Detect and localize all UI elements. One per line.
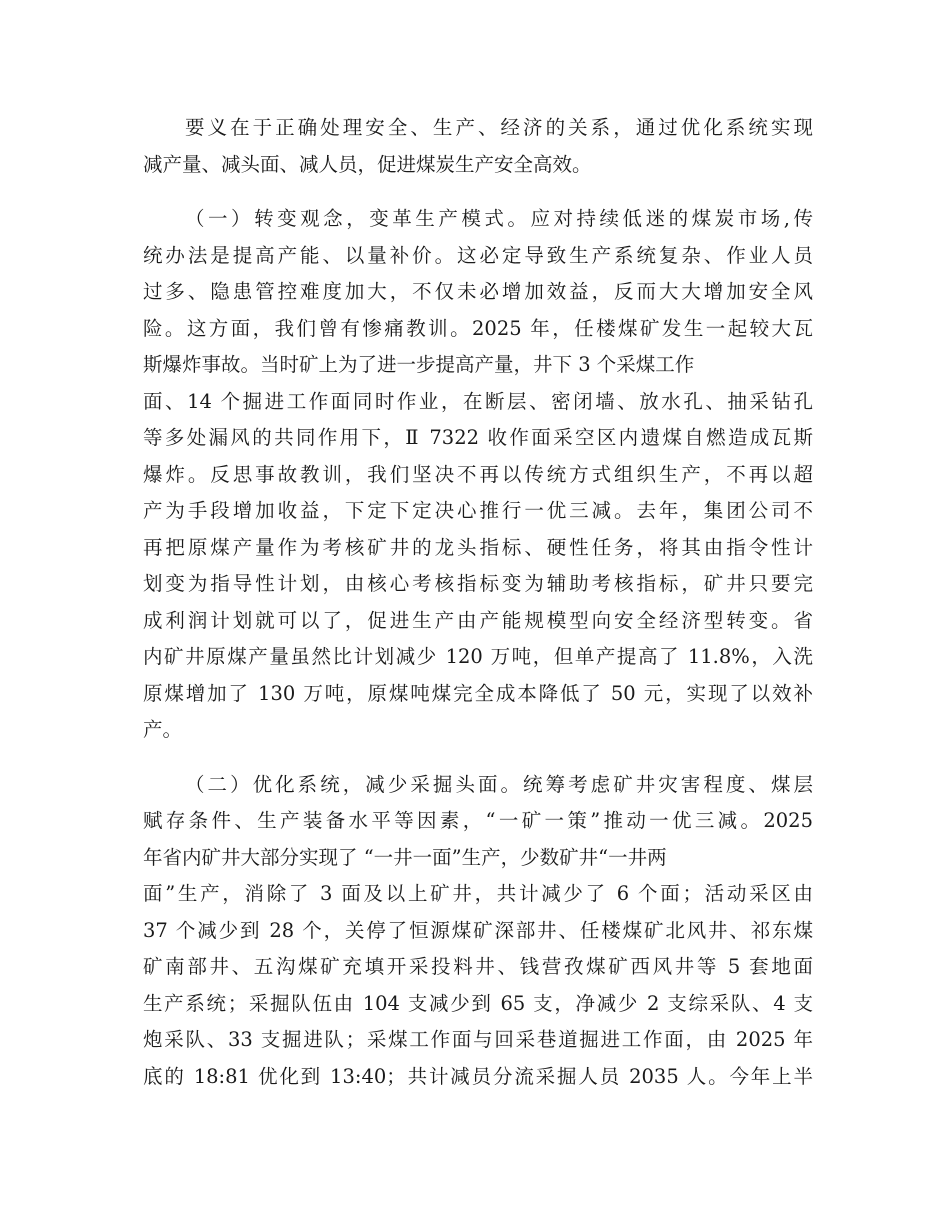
paragraph-3-line-8: 炮采队、33 支掘进队；采煤工作面与回采巷道掘进工作面，由 2025 年 [143, 1028, 813, 1051]
paragraph-2-line-10: 再把原煤产量作为考核矿井的龙头指标、硬性任务，将其由指令性计 [143, 535, 813, 559]
paragraph-2-line-7: 等多处漏风的共同作用下，Ⅱ 7322 收作面采空区内遗煤自燃造成瓦斯 [143, 426, 813, 449]
paragraph-3-line-4: 面”生产，消除了 3 面及以上矿井，共计减少了 6 个面；活动采区由 [143, 882, 813, 905]
paragraph-2-line-4: 险。这方面，我们曾有惨痛教训。2025 年，任楼煤矿发生一起较大瓦 [143, 316, 813, 340]
paragraph-2-line-11: 划变为指导性计划，由核心考核指标变为辅助考核指标，矿井只要完 [143, 572, 813, 595]
paragraph-2-line-15: 产。 [143, 718, 183, 741]
paragraph-2-line-1: （一）转变观念，变革生产模式。应对持续低迷的煤炭市场,传 [185, 207, 813, 230]
paragraph-2-line-6: 面、14 个掘进工作面同时作业，在断层、密闭墙、放水孔、抽采钻孔 [143, 389, 813, 413]
paragraph-3-line-1: （二）优化系统，减少采掘头面。统筹考虑矿井灾害程度、煤层 [185, 772, 813, 796]
paragraph-3-line-5: 37 个减少到 28 个，关停了恒源煤矿深部井、任楼煤矿北风井、祁东煤 [143, 918, 813, 942]
paragraph-2-line-5: 斯爆炸事故。当时矿上为了进一步提高产量，井下 3 个采煤工作 [143, 353, 695, 376]
paragraph-3-line-3: 年省内矿井大部分实现了 “一井一面”生产，少数矿井“一井两 [143, 845, 667, 869]
paragraph-2-line-3: 过多、隐患管控难度加大，不仅未必增加效益，反而大大增加安全风 [143, 280, 813, 303]
paragraph-1-line-2: 减产量、减头面、减人员，促进煤炭生产安全高效。 [143, 152, 592, 176]
paragraph-2-line-8: 爆炸。反思事故教训，我们坚决不再以传统方式组织生产，不再以超 [143, 462, 813, 486]
paragraph-spacer [143, 183, 813, 201]
paragraph-3-line-2: 赋存条件、生产装备水平等因素，“一矿一策”推动一优三减。2025 [143, 809, 813, 832]
paragraph-spacer [143, 749, 813, 767]
paragraph-2-line-2: 统办法是提高产能、以量补价。这必定导致生产系统复杂、作业人员 [143, 243, 813, 267]
paragraph-3-line-6: 矿南部井、五沟煤矿充填开采投料井、钱营孜煤矿西风井等 5 套地面 [143, 955, 813, 978]
paragraph-2-line-14: 原煤增加了 130 万吨，原煤吨煤完全成本降低了 50 元，实现了以效补 [143, 681, 813, 705]
paragraph-3-line-7: 生产系统；采掘队伍由 104 支减少到 65 支，净减少 2 支综采队、4 支 [143, 991, 813, 1015]
paragraph-1-line-1: 要义在于正确处理安全、生产、经济的关系，通过优化系统实现 [185, 116, 813, 139]
document-body [143, 110, 813, 1095]
paragraph-2-line-13: 内矿井原煤产量虽然比计划减少 120 万吨，但单产提高了 11.8%，入洗 [143, 645, 813, 668]
paragraph-2-line-9: 产为手段增加收益，下定下定决心推行一优三减。去年，集团公司不 [143, 499, 813, 522]
paragraph-3-line-9: 底的 18:81 优化到 13:40；共计减员分流采掘人员 2035 人。今年上半 [143, 1064, 813, 1088]
paragraph-2-line-12: 成利润计划就可以了，促进生产由产能规模型向安全经济型转变。省 [143, 608, 813, 632]
